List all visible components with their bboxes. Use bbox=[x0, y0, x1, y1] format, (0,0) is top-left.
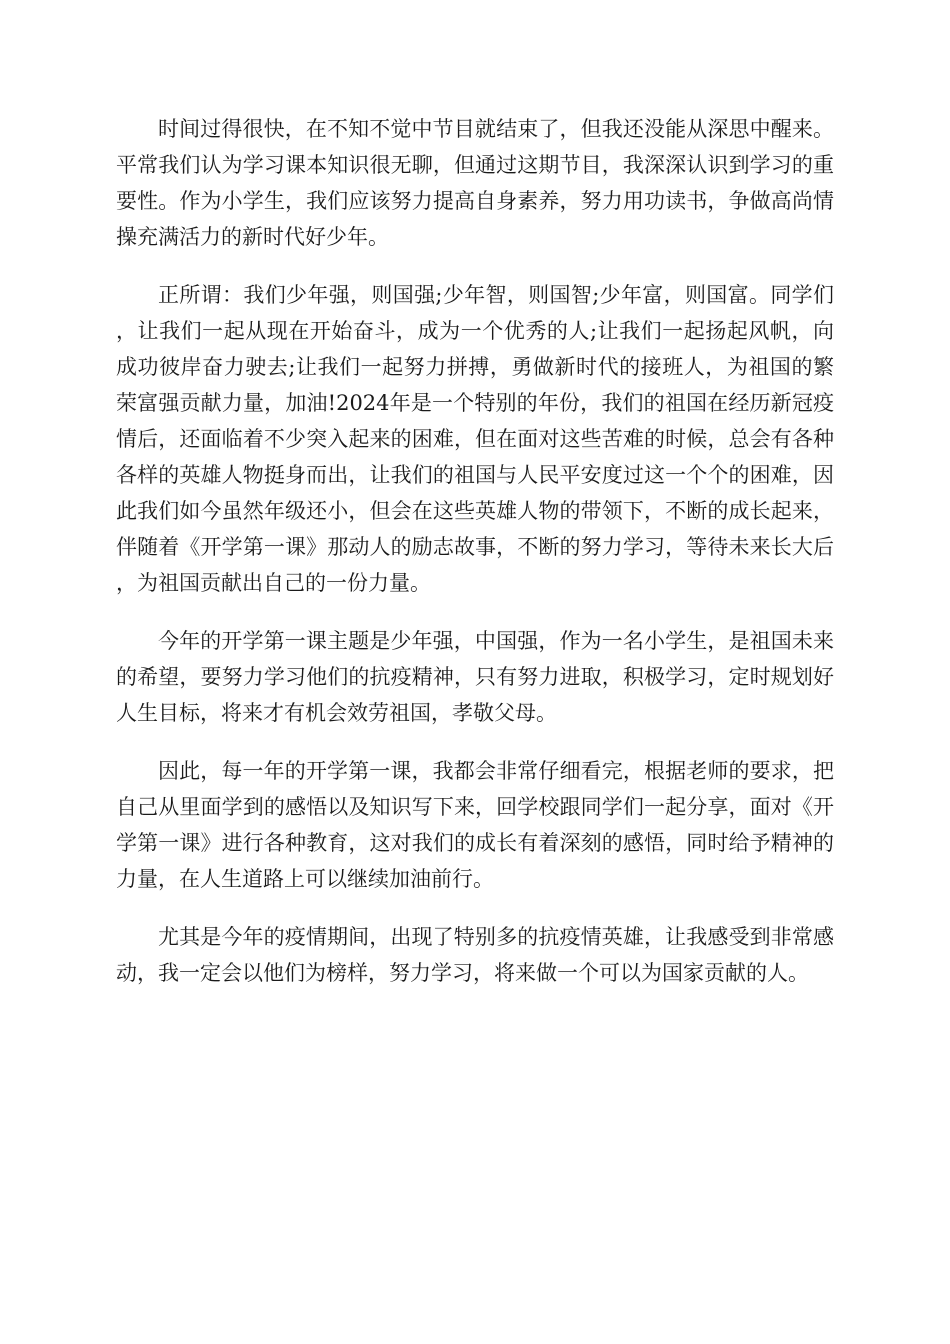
paragraph-4: 因此，每一年的开学第一课，我都会非常仔细看完，根据老师的要求，把自己从里面学到的感悟以及知识写下来，回学校跟同学们一起分享，面对《开学第一课》进行各种教育，这对我们的成长有着深刻的感悟，同时给予精神的力量，在人生道路上可以继续加油前行。 bbox=[116, 759, 834, 891]
paragraph-1: 时间过得很快，在不知不觉中节目就结束了，但我还没能从深思中醒来。平常我们认为学习课本知识很无聊，但通过这期节目，我深深认识到学习的重要性。作为小学生，我们应该努力提高自身素养，努力用功读书，争做高尚情操充满活力的新时代好少年。 bbox=[116, 117, 834, 249]
paragraph-5: 尤其是今年的疫情期间，出现了特别多的抗疫情英雄，让我感受到非常感动，我一定会以他们为榜样，努力学习，将来做一个可以为国家贡献的人。 bbox=[116, 925, 834, 985]
document-body bbox=[116, 111, 834, 1013]
paragraph-2: 正所谓：我们少年强，则国强;少年智，则国智;少年富，则国富。同学们，让我们一起从现在开始奋斗，成为一个优秀的人;让我们一起扬起风帆，向成功彼岸奋力驶去;让我们一起努力拼搏，勇做新时代的接班人，为祖国的繁荣富强贡献力量，加油!2024年是一个特别的年份，我们的祖国在经历新冠疫情后，还面临着不少突入起来的困难，但在面对这些苦难的时候，总会有各种各样的英雄人物挺身而出，让我们的祖国与人民平安度过这一个个的困难，因此我们如今虽然年级还小，但会在这些英雄人物的带领下，不断的成长起来，伴随着《开学第一课》那动人的励志故事，不断的努力学习，等待未来长大后，为祖国贡献出自己的一份力量。 bbox=[116, 283, 834, 595]
paragraph-3: 今年的开学第一课主题是少年强，中国强，作为一名小学生，是祖国未来的希望，要努力学习他们的抗疫精神，只有努力进取，积极学习，定时规划好人生目标，将来才有机会效劳祖国，孝敬父母。 bbox=[116, 629, 834, 725]
